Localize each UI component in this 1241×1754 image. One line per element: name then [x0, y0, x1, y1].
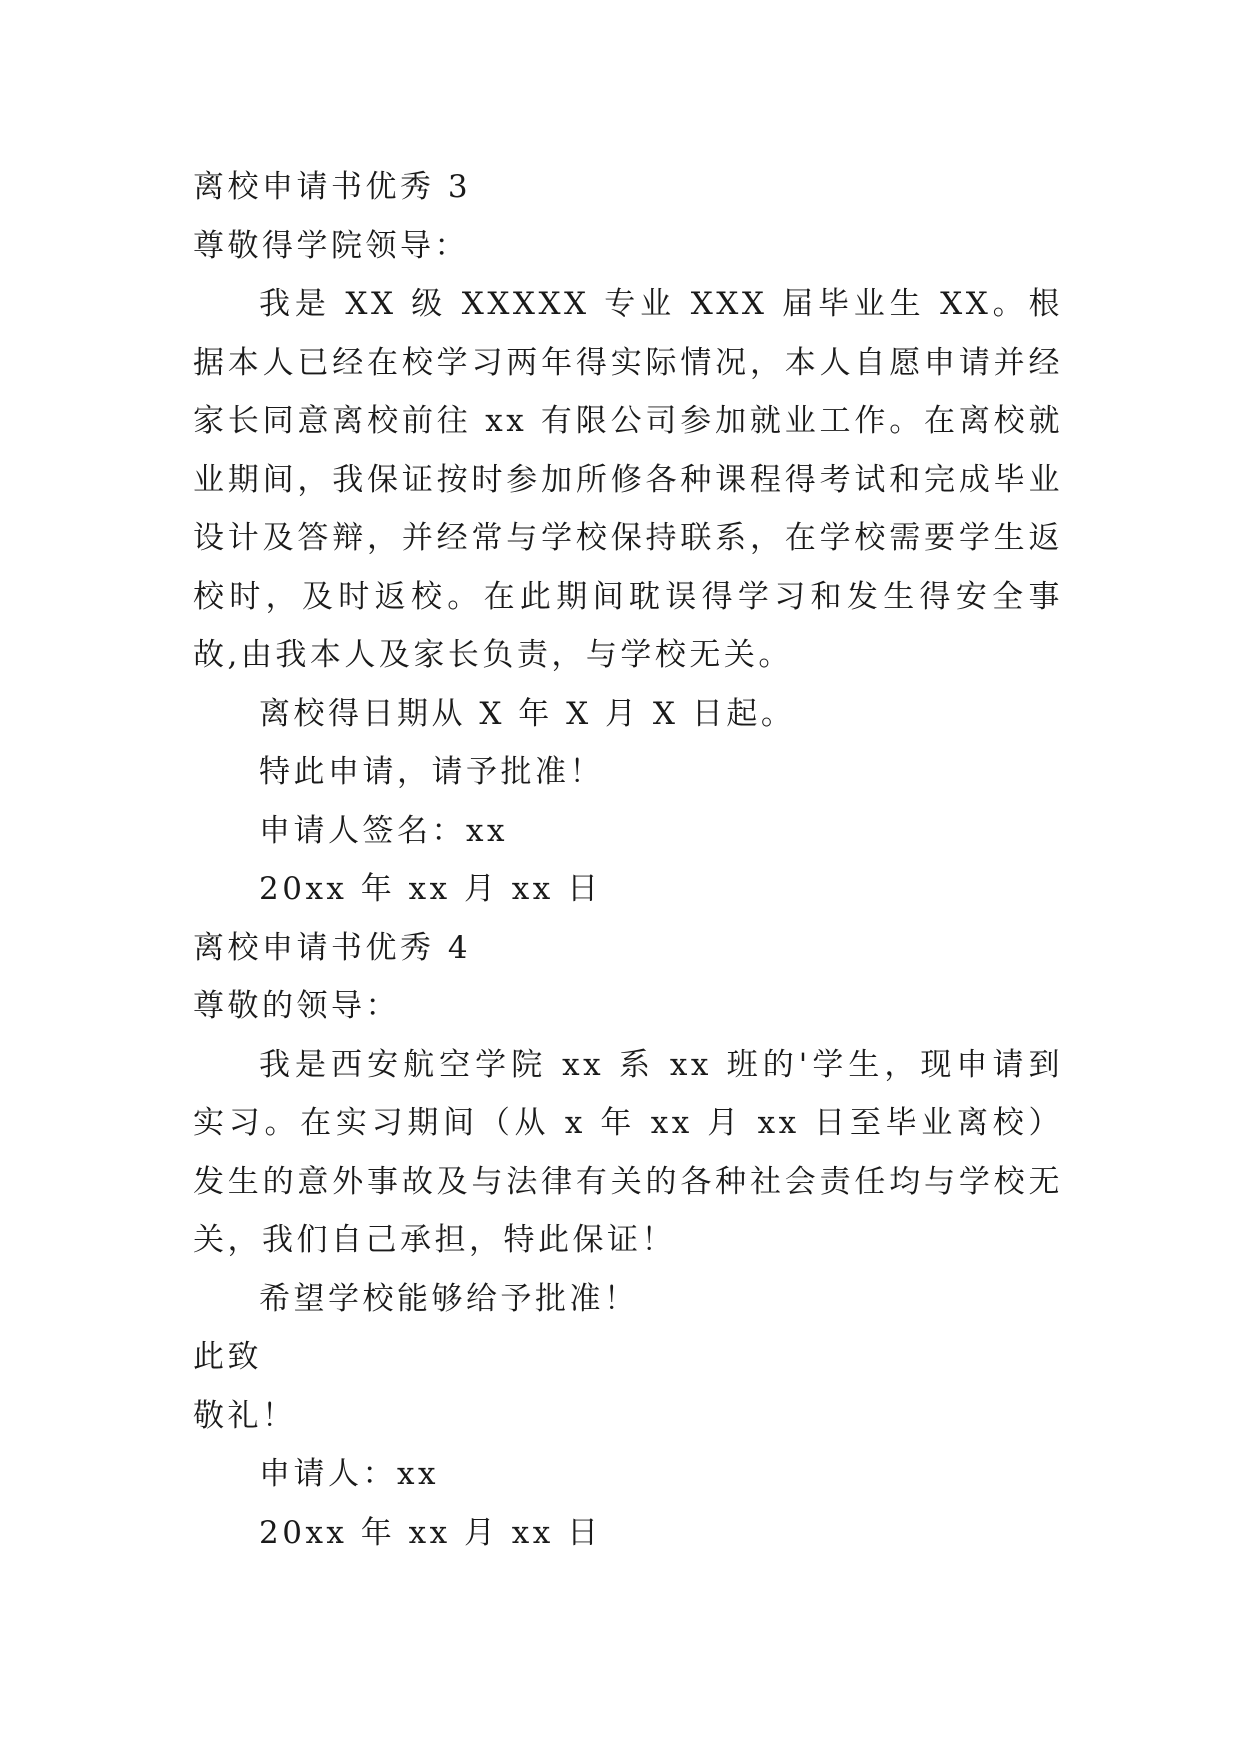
date-line: 20xx 年 xx 月 xx 日	[259, 871, 602, 907]
closing-line: 敬礼！	[193, 1397, 297, 1434]
hope-line: 希望学校能够给予批准！	[259, 1280, 639, 1317]
leave-date-line: 离校得日期从 X 年 X 月 X 日起。	[259, 695, 796, 732]
salutation: 尊敬得学院领导：	[193, 227, 469, 264]
section-title: 离校申请书优秀 3	[193, 169, 472, 205]
date-line: 20xx 年 xx 月 xx 日	[259, 1514, 602, 1551]
section-title: 离校申请书优秀 4	[193, 929, 472, 966]
body-paragraph: 我是西安航空学院 xx 系 xx 班的'学生，现申请到实习。在实习期间（从 x 年 xx 月 xx 日至毕业离校）发生的意外事故及与法律有关的各种社会责任均与学校无关，我们自己承担，特此保证！	[193, 1046, 1063, 1258]
applicant-line: 申请人：xx	[259, 1456, 439, 1492]
body-paragraph: 我是 XX 级 XXXXX 专业 XXX 届毕业生 XX。根据本人已经在校学习两年得实际情况，本人自愿申请并经家长同意离校前往 xx 有限公司参加就业工作。在离校就业期间，我保证按时参加所修各种课程得考试和完成毕业设计及答辩，并经常与学校保持联系，在学校需要学生返校时，及时返校。在此期间耽误得学习和发生得安全事故,由我本人及家长负责，与学校无关。	[193, 286, 1063, 673]
request-line: 特此申请，请予批准！	[259, 754, 604, 790]
signature-line: 申请人签名：xx	[259, 812, 508, 849]
salutation: 尊敬的领导：	[193, 988, 400, 1024]
document-page	[193, 158, 1063, 1562]
closing-line: 此致	[193, 1339, 262, 1375]
